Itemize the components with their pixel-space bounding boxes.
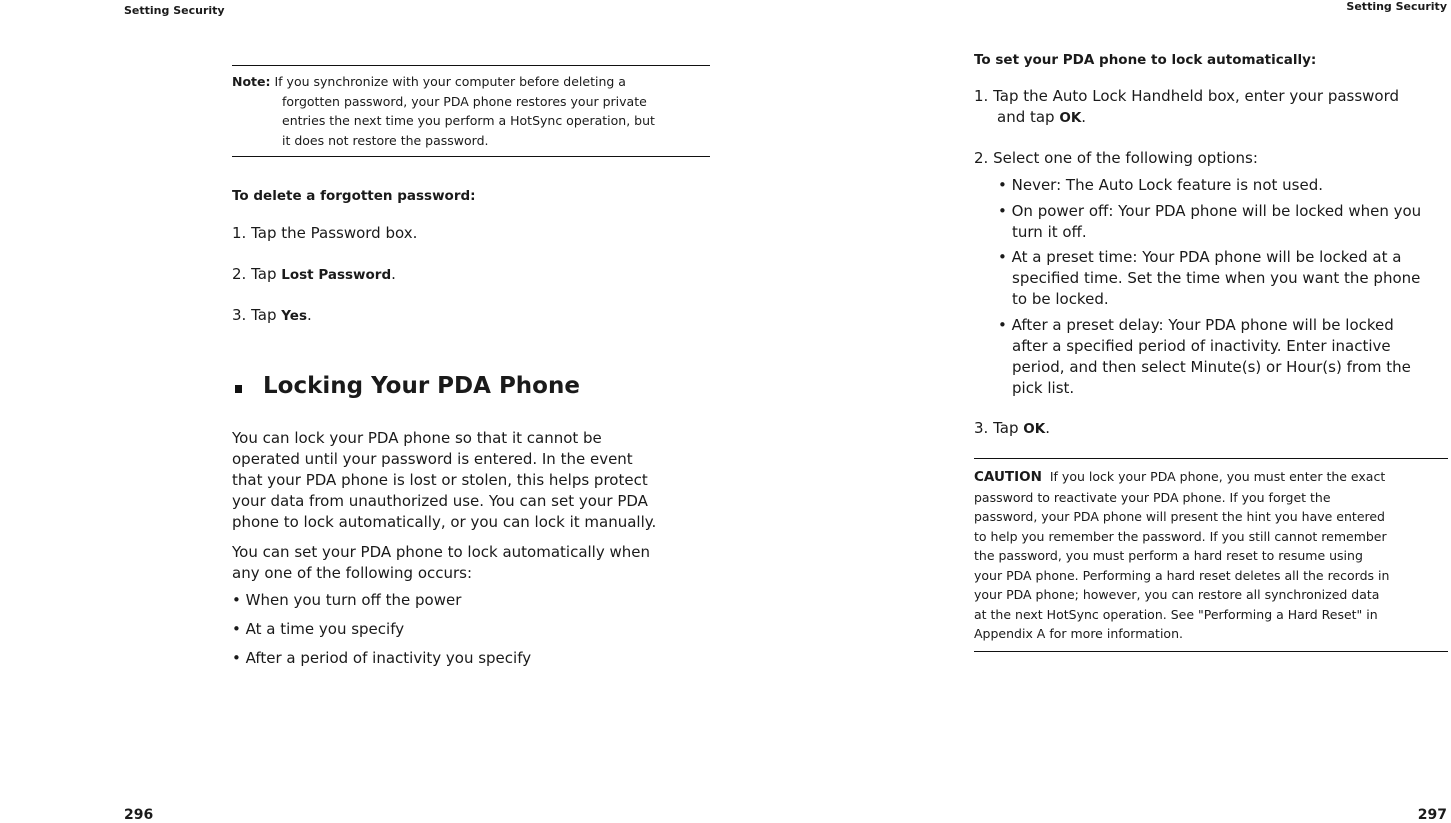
caution-line: to help you remember the password. If you still cannot remember (974, 528, 1387, 544)
paragraph-line: any one of the following occurs: (232, 564, 473, 582)
option-line: specified time. Set the time when you want the phone (1012, 269, 1421, 287)
step-text: Tap the Password box. (251, 224, 418, 242)
note-line: If you synchronize with your computer before deleting a (274, 74, 626, 89)
right-page-header: Setting Security (1346, 0, 1447, 13)
paragraph-line: You can lock your PDA phone so that it cannot be (232, 429, 602, 447)
paragraph-line: You can set your PDA phone to lock automatically when (232, 543, 651, 561)
option-line: period, and then select Minute(s) or Hour(s) from the (1012, 358, 1411, 376)
caution-block (974, 467, 1389, 644)
caution-bottom-rule (974, 651, 1448, 652)
left-page-header: Setting Security (124, 4, 225, 17)
auto-step-3 (974, 418, 1050, 440)
auto-step-2 (974, 148, 1258, 169)
step-bold-term: Lost Password (281, 267, 392, 283)
caution-line: your PDA phone; however, you can restore all synchronized data (974, 587, 1380, 602)
list-item-text: After a period of inactivity you specify (245, 649, 532, 667)
note-label: Note: (232, 74, 271, 89)
step-number: 1. (232, 224, 247, 242)
caution-line: password, your PDA phone will present the hint you have entered (974, 509, 1385, 524)
paragraph-line: phone to lock automatically, or you can lock it manually. (232, 513, 657, 531)
note-line: it does not restore the password. (282, 132, 489, 148)
caution-line: Appendix A for more information. (974, 626, 1183, 641)
delete-step-3 (232, 305, 312, 327)
auto-lock-paragraph (232, 542, 650, 584)
list-item: • At a time you specify (232, 620, 405, 638)
option-line: On power off: Your PDA phone will be locked when you (1011, 202, 1422, 220)
section-title: Locking Your PDA Phone (263, 373, 580, 399)
list-item: • After a period of inactivity you specify (232, 649, 532, 667)
step-text: Tap the Auto Lock Handheld box, enter your password (993, 87, 1400, 105)
step-bold-term: Yes (281, 308, 307, 324)
option-line: After a preset delay: Your PDA phone will be locked (1011, 316, 1394, 334)
step-text: and tap (997, 108, 1060, 126)
step-text: Tap (251, 306, 282, 324)
step-suffix: . (1045, 419, 1050, 437)
paragraph-line: your data from unauthorized use. You can set your PDA (232, 492, 648, 510)
list-item-text: When you turn off the power (245, 591, 462, 609)
step-text: Select one of the following options: (993, 149, 1258, 167)
right-page-number: 297 (1417, 807, 1447, 823)
option-line: after a specified period of inactivity. Enter inactive (1012, 337, 1391, 355)
caution-line: the password, you must perform a hard reset to resume using (974, 548, 1363, 563)
option-line: Never: The Auto Lock feature is not used. (1011, 176, 1323, 194)
delete-step-1 (232, 223, 417, 244)
note-top-rule (232, 65, 710, 66)
caution-label: CAUTION (974, 469, 1042, 485)
delete-procedure-heading: To delete a forgotten password: (232, 188, 476, 204)
step-bold-term: OK (1059, 110, 1082, 126)
option-line: to be locked. (1012, 290, 1109, 308)
caution-line: If you lock your PDA phone, you must enter the exact (1049, 469, 1386, 484)
option-line: pick list. (1012, 379, 1075, 397)
option-item: • Never: The Auto Lock feature is not used. (998, 176, 1323, 194)
step-text: Tap (251, 265, 282, 283)
auto-lock-procedure-heading: To set your PDA phone to lock automatically: (974, 52, 1317, 68)
option-line: At a preset time: Your PDA phone will be locked at a (1011, 248, 1402, 266)
note-block (232, 72, 712, 150)
caution-line: password to reactivate your PDA phone. If you forget the (974, 489, 1331, 505)
step-suffix: . (391, 265, 396, 283)
step-text: Tap (993, 419, 1024, 437)
auto-step-1 (974, 86, 1399, 129)
caution-top-rule (974, 458, 1448, 459)
paragraph-line: that your PDA phone is lost or stolen, this helps protect (232, 471, 648, 489)
step-number: 2. (974, 149, 989, 167)
option-item: • On power off: Your PDA phone will be locked when you turn it off. (998, 202, 1422, 241)
paragraph-line: operated until your password is entered. In the event (232, 450, 633, 468)
option-item: • At a preset time: Your PDA phone will be locked at a specified time. Set the time when you want the phone to be locked. (998, 248, 1421, 308)
caution-line: your PDA phone. Performing a hard reset deletes all the records in (974, 567, 1390, 583)
option-item: • After a preset delay: Your PDA phone will be locked after a specified period of inactivity. Enter inactive period, and then select Minute(s) or Hour(s) from the pick list. (998, 316, 1411, 397)
step-number: 3. (974, 419, 989, 437)
left-page-number: 296 (124, 807, 154, 823)
note-line: entries the next time you perform a HotSync operation, but (282, 113, 655, 128)
step-suffix: . (1081, 108, 1087, 126)
step-bold-term: OK (1023, 421, 1046, 437)
note-bottom-rule (232, 156, 710, 157)
delete-step-2 (232, 264, 396, 286)
step-suffix: . (307, 306, 312, 324)
list-item-text: At a time you specify (245, 620, 405, 638)
caution-line: at the next HotSync operation. See "Performing a Hard Reset" in (974, 606, 1378, 622)
step-number: 2. (232, 265, 247, 283)
section-marker-icon (235, 378, 242, 397)
note-line: forgotten password, your PDA phone restores your private (282, 93, 647, 109)
intro-paragraph (232, 428, 656, 533)
list-item: • When you turn off the power (232, 591, 462, 609)
step-number: 1. (974, 87, 989, 105)
option-line: turn it off. (1012, 223, 1087, 241)
step-number: 3. (232, 306, 247, 324)
